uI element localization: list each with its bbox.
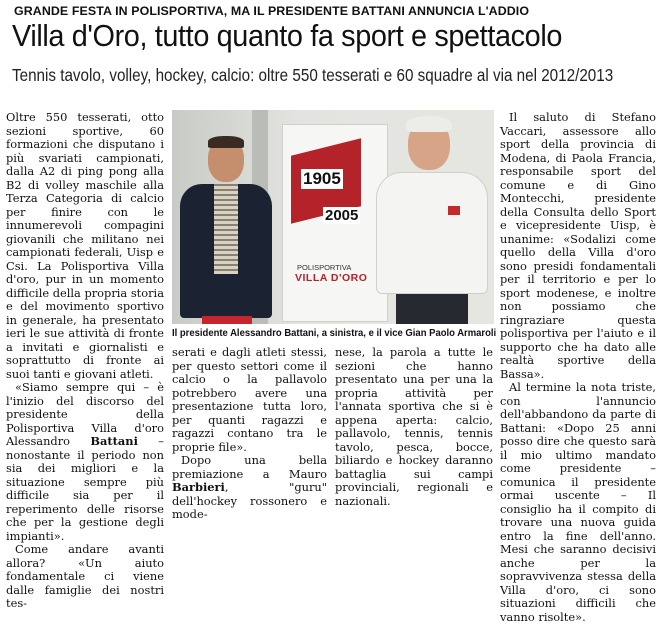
paragraph-text: , "guru" dell'hockey rossonero e mode- bbox=[172, 480, 327, 521]
article-column-1 bbox=[6, 111, 164, 611]
article-subhead: Tennis tavolo, volley, hockey, calcio: oltre 550 tesserati e 60 squadre al via nel 2012/2013 bbox=[12, 65, 614, 85]
paragraph: Al termine la nota triste, con l'annuncio dell'abbandono da parte di Battani: «Dopo 25 anni posso dire che questo sarà il mio ultimo mandato come presidente – comunica il presidente ormai uscente – Il consiglio ha il compito di trovare una nuova guida entro la fine dell'anno. Mesi che saranno decisivi anche per la sopravvivenza stessa della Villa d'oro, ci sono situazioni difficili che vanno risolte». bbox=[500, 380, 656, 624]
article-column-2 bbox=[172, 346, 327, 522]
person-right bbox=[372, 120, 490, 324]
paragraph-text: «Siamo sempre qui – è l'inizio del discorso del presidente della Polisportiva Villa d'oro Alessandro bbox=[6, 380, 164, 448]
shirt-badge bbox=[448, 206, 460, 215]
paragraph-text: – nonostante il periodo non sia dei migliori e la situazione sempre più difficile sia per il reperimento delle risorse che per la gestione degli impianti». bbox=[6, 434, 164, 543]
banner-year-start: 1905 bbox=[303, 169, 341, 188]
hair bbox=[208, 136, 244, 148]
banner-year-end: 2005 bbox=[325, 207, 359, 224]
banner-club-name: VILLA D'ORO bbox=[295, 272, 368, 284]
article-kicker: GRANDE FESTA IN POLISPORTIVA, MA IL PRESIDENTE BATTANI ANNUNCIA L'ADDIO bbox=[14, 4, 530, 18]
article-headline: Villa d'Oro, tutto quanto fa sport e spettacolo bbox=[12, 18, 563, 53]
paragraph-quote bbox=[6, 381, 164, 543]
paragraph-text: Dopo una bella premiazione a Mauro bbox=[172, 453, 327, 481]
photo-caption: Il presidente Alessandro Battani, a sinistra, e il vice Gian Paolo Armaroli bbox=[172, 328, 497, 339]
shirt bbox=[214, 184, 238, 274]
paragraph: Il saluto di Stefano Vaccari, assessore allo sport della provincia di Modena, di Paola Francia, responsabile sport del comune e di Gino Montecchi, presidente della Consulta dello Sport e vicepresidente Uisp, è unanime: «Sodalizi come quello della Villa d'oro sono presidi fondamentali per il territorio e per lo sport modenese, e inoltre non possiamo che ringraziare questa polisportiva per l'aiuto e il supporto che ha dato alle realtà sportive della Bassa». bbox=[500, 110, 656, 381]
person-name-battani: Battani bbox=[90, 434, 138, 448]
hair bbox=[406, 116, 452, 132]
paragraph: nese, la parola a tutte le sezioni che hanno presentato una per una la propria attività per l'annata sportiva che si è appena aperta: calcio, pallavolo, tennis, tennis tavolo, pesca, bocce, biliardo e hockey daranno battaglia sui campi provinciali, regionali e nazionali. bbox=[335, 345, 493, 508]
paragraph-award bbox=[172, 454, 327, 522]
article-photo bbox=[172, 110, 494, 324]
paragraph: Oltre 550 tesserati, otto sezioni sportive, 60 formazioni che disputano i più svariati campionati, dalla A2 di ping pong alla B2 di volley maschile alla Terza Categoria di calcio per finire con le innumerevoli compagini giovanili che militano nei campionati federali, Uisp e Csi. La Polisportiva Villa d'oro, pur in un momento difficile della propria storia e del movimento sportivo in generale, ha presentato ieri le sue attività di fronte a invitati e giornalisti e soprattutto di fronte ai suoi tanti e giovani atleti. bbox=[6, 110, 164, 381]
person-name-barbieri: Barbieri bbox=[172, 480, 225, 494]
article-column-3 bbox=[335, 346, 493, 508]
article-column-4 bbox=[500, 111, 656, 624]
paragraph: serati e dagli atleti stessi, per questo settori come il calcio o la pallavolo potrebbero avere una presentazione tutta loro, per quanti ragazzi e ragazzi contano tra le proprie file». bbox=[172, 345, 327, 454]
paragraph: Come andare avanti allora? «Un aiuto fondamentale ci viene dalle famiglie dei nostri tes- bbox=[6, 542, 164, 610]
polo-shirt bbox=[376, 172, 488, 294]
banner-label: POLISPORTIVA bbox=[297, 263, 352, 272]
trousers bbox=[396, 290, 468, 324]
trousers bbox=[202, 316, 252, 324]
person-left bbox=[178, 138, 276, 324]
